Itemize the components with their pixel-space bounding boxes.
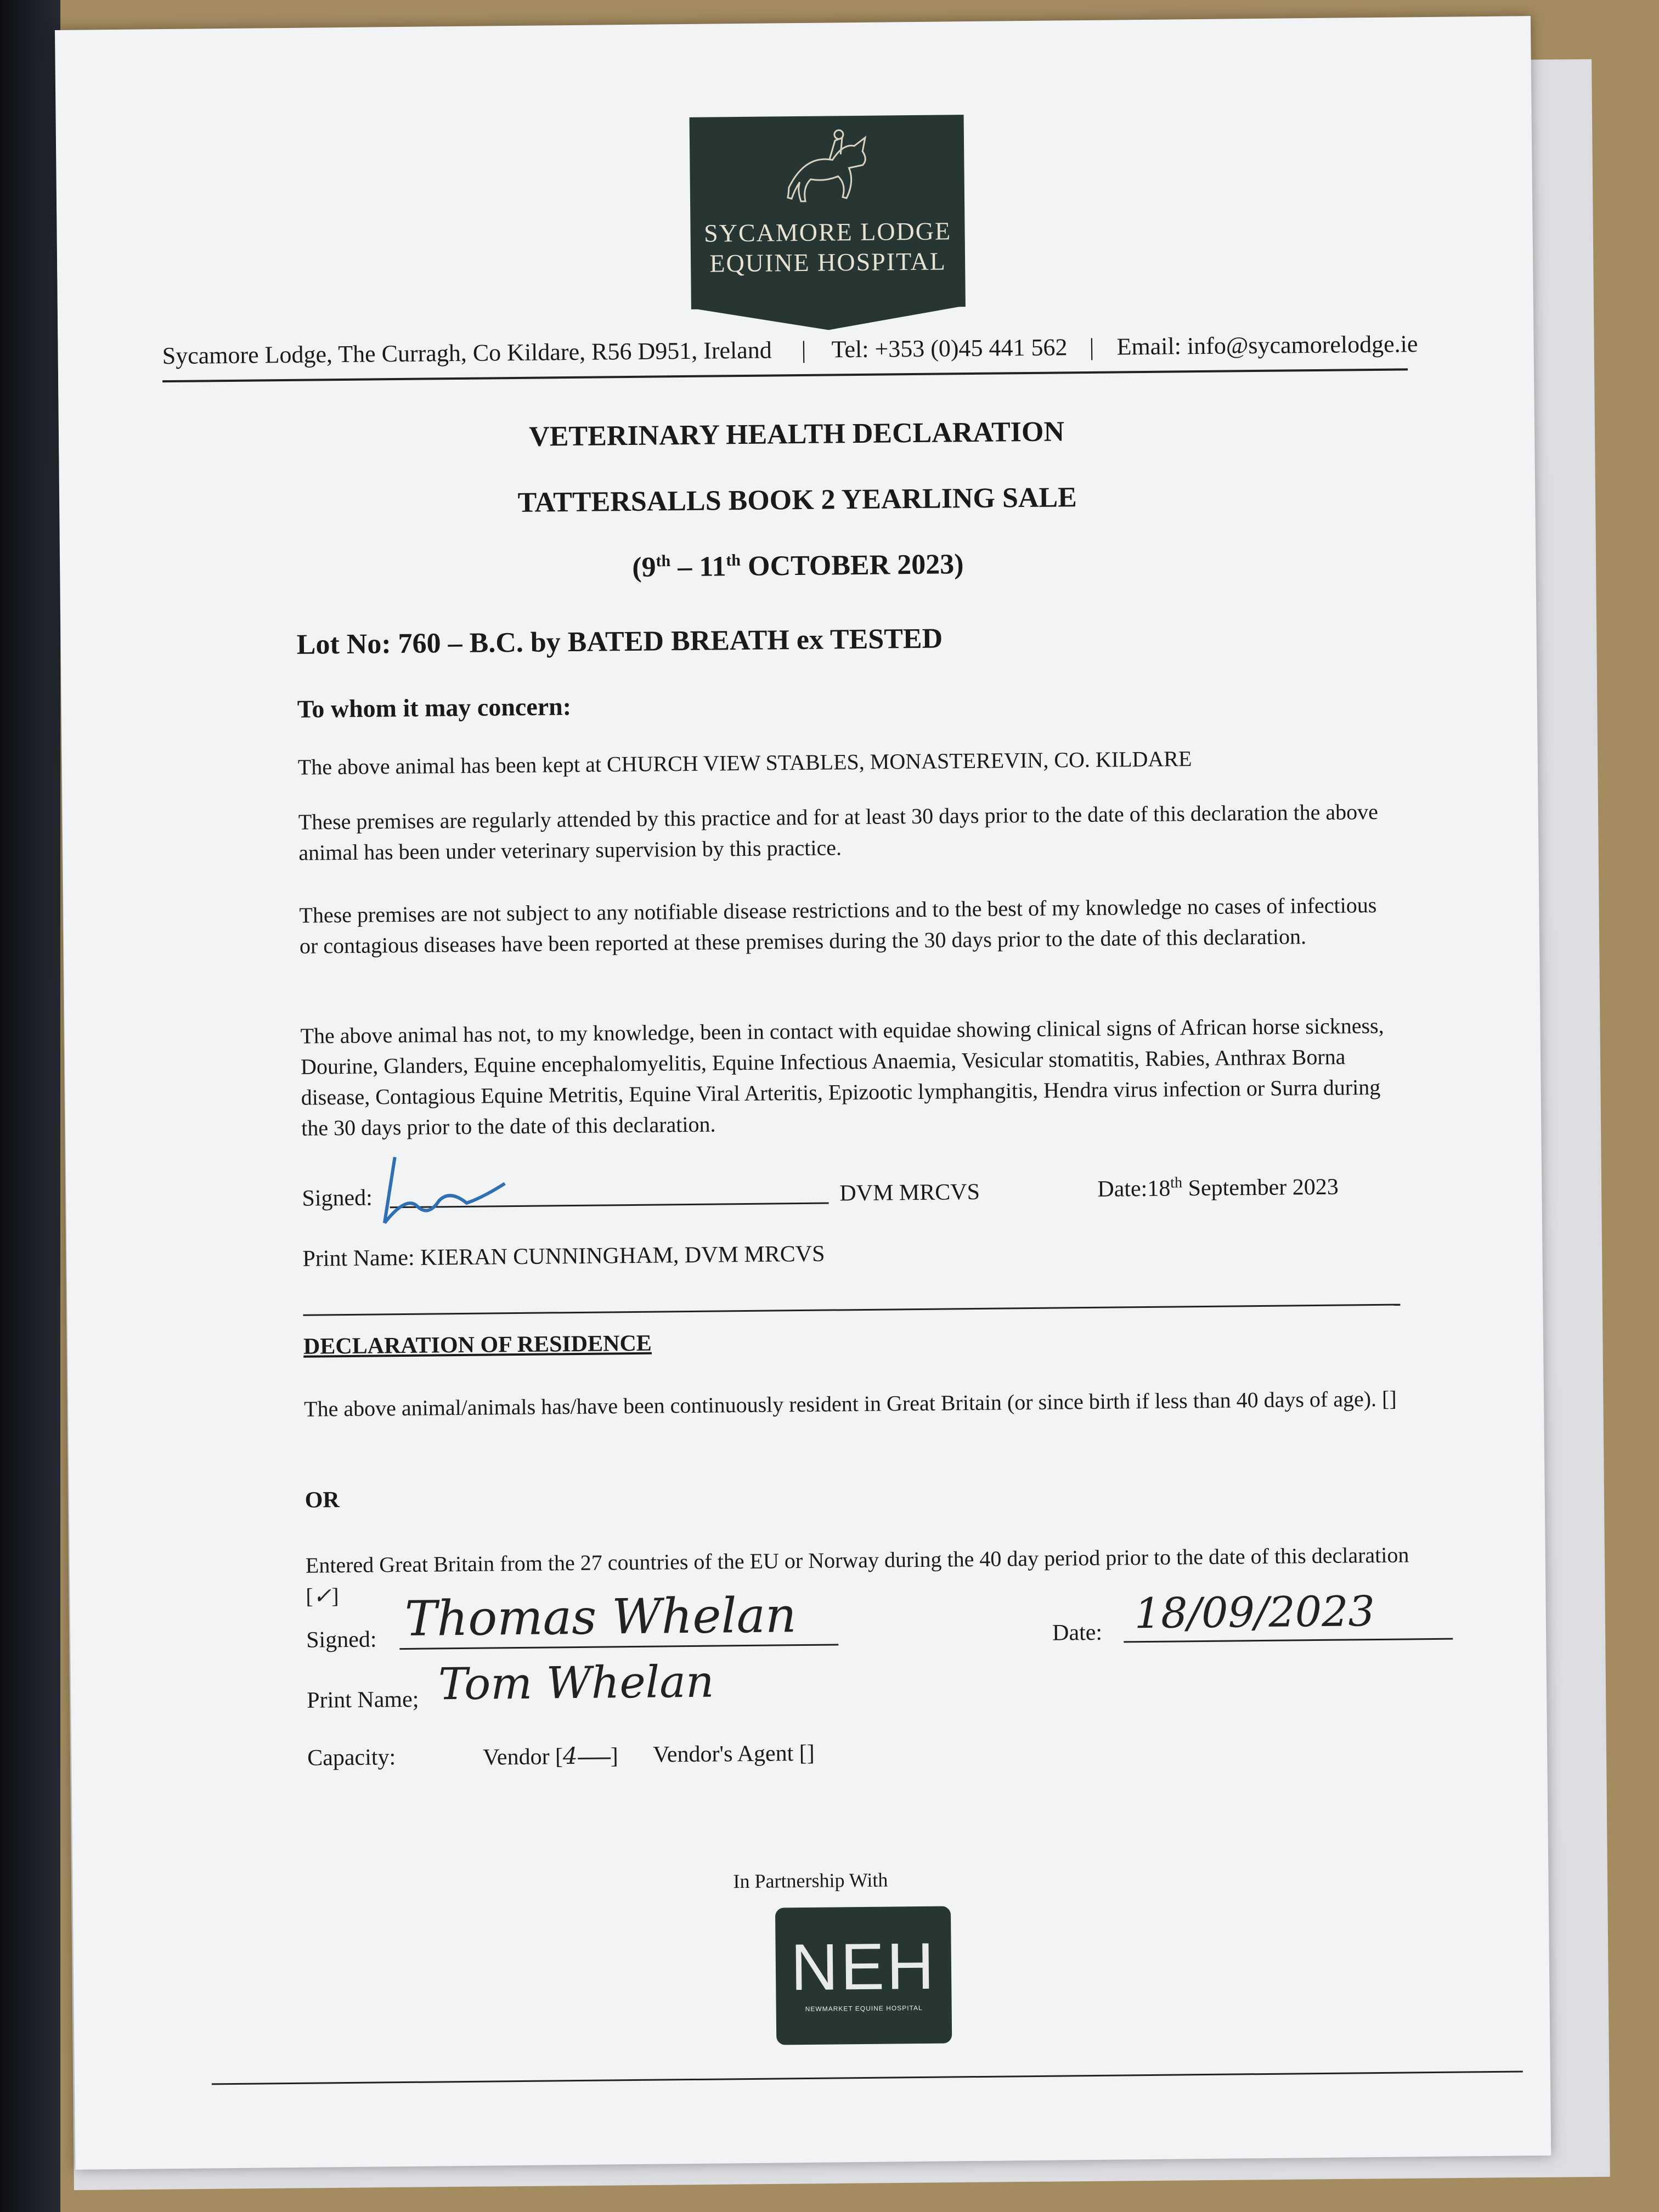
email: Email: info@sycamorelodge.ie — [1116, 330, 1418, 360]
sycamore-lodge-logo — [690, 115, 966, 309]
or-label: OR — [304, 1487, 340, 1513]
vet-print-name: Print Name: KIERAN CUNNINGHAM, DVM MRCVS — [302, 1241, 825, 1272]
vendor-print-name: Tom Whelan — [438, 1656, 714, 1710]
entered-paragraph: Entered Great Britain from the 27 countries of the EU or Norway during the 40 day period prior to the date of this declaration [✓] — [305, 1542, 1409, 1609]
document-title: VETERINARY HEALTH DECLARATION — [528, 416, 1065, 453]
header-rule — [162, 368, 1408, 382]
logo-title-line2: EQUINE HOSPITAL — [709, 247, 947, 278]
vendor-date-label: Date: — [1052, 1620, 1103, 1646]
resident-paragraph: The above animal/animals has/have been continuously resident in Great Britain (or since birth if less than 40 days of age). [] — [303, 1386, 1397, 1421]
greeting: To whom it may concern: — [297, 692, 572, 723]
partner-label: In Partnership With — [733, 1869, 888, 1893]
entered-checkbox[interactable]: [✓] — [306, 1583, 339, 1609]
resident-checkbox[interactable]: [] — [1381, 1386, 1397, 1411]
vendor-print-label: Print Name; — [307, 1686, 419, 1713]
header-separator: | — [801, 336, 806, 363]
declaration-document — [55, 16, 1551, 2170]
footer-rule — [212, 2070, 1523, 2085]
section-divider — [303, 1304, 1400, 1316]
supervision-paragraph: These premises are regularly attended by this practice and for at least 30 days prior to the date of this declaration the above animal has been under veterinary supervision by this practice. — [298, 799, 1379, 865]
vendor-option[interactable]: Vendor [4 ] — [483, 1742, 619, 1770]
sale-dates: (9th – 11th OCTOBER 2023) — [632, 549, 964, 583]
kept-at-paragraph: The above animal has been kept at CHURCH VIEW STABLES, MONASTEREVIN, CO. KILDARE — [297, 746, 1192, 780]
capacity-label: Capacity: — [307, 1745, 396, 1771]
vendor-date: 18/09/2023 — [1134, 1587, 1375, 1638]
restrictions-paragraph: These premises are not subject to any notifiable disease restrictions and to the best of my knowledge no cases of infectious or contagious diseases have been reported at these premises during the 30 days prior to the date of this declaration. — [299, 892, 1377, 958]
desk-background — [0, 0, 60, 2212]
vet-date: Date:18th September 2023 — [1097, 1174, 1339, 1202]
vet-qualification: DVM MRCVS — [839, 1179, 980, 1206]
vendor-date-line — [1124, 1638, 1453, 1643]
contact-paragraph: The above animal has not, to my knowledge, been in contact with equidae showing clinical signs of African horse sickness, Dourine, Glanders, Equine encephalomyelitis, Equine Infectious Anaemia, Vesicular stomatitis, Rabies, Anthrax Borna disease, Contagious Equine Metritis, Equine Viral Arteritis, Epizootic lymphangitis, Hendra virus infection or Surra during the 30 days prior to the date of this declaration. — [300, 1013, 1384, 1141]
phone: Tel: +353 (0)45 441 562 — [831, 334, 1068, 363]
vendor-agent-option[interactable]: Vendor's Agent [] — [653, 1740, 815, 1768]
neh-letters: NEH — [790, 1929, 937, 2005]
address: Sycamore Lodge, The Curragh, Co Kildare, R56 D951, Ireland — [162, 336, 772, 370]
racehorse-icon — [772, 121, 883, 210]
sale-title: TATTERSALLS BOOK 2 YEARLING SALE — [517, 482, 1077, 518]
vet-signature — [373, 1145, 517, 1234]
logo-title-line1: SYCAMORE LODGE — [703, 217, 952, 247]
residence-heading: DECLARATION OF RESIDENCE — [303, 1330, 652, 1359]
vendor-signed-label: Signed: — [306, 1627, 377, 1653]
neh-subtitle: NEWMARKET EQUINE HOSPITAL — [805, 2004, 923, 2013]
vendor-signature: Thomas Whelan — [404, 1587, 797, 1647]
lot-number: Lot No: 760 – B.C. by BATED BREATH ex TESTED — [296, 623, 943, 661]
vet-signed-label: Signed: — [302, 1185, 373, 1211]
neh-logo — [775, 1906, 952, 2045]
header-separator: | — [1089, 333, 1094, 360]
logo-banner-tail — [691, 306, 966, 331]
